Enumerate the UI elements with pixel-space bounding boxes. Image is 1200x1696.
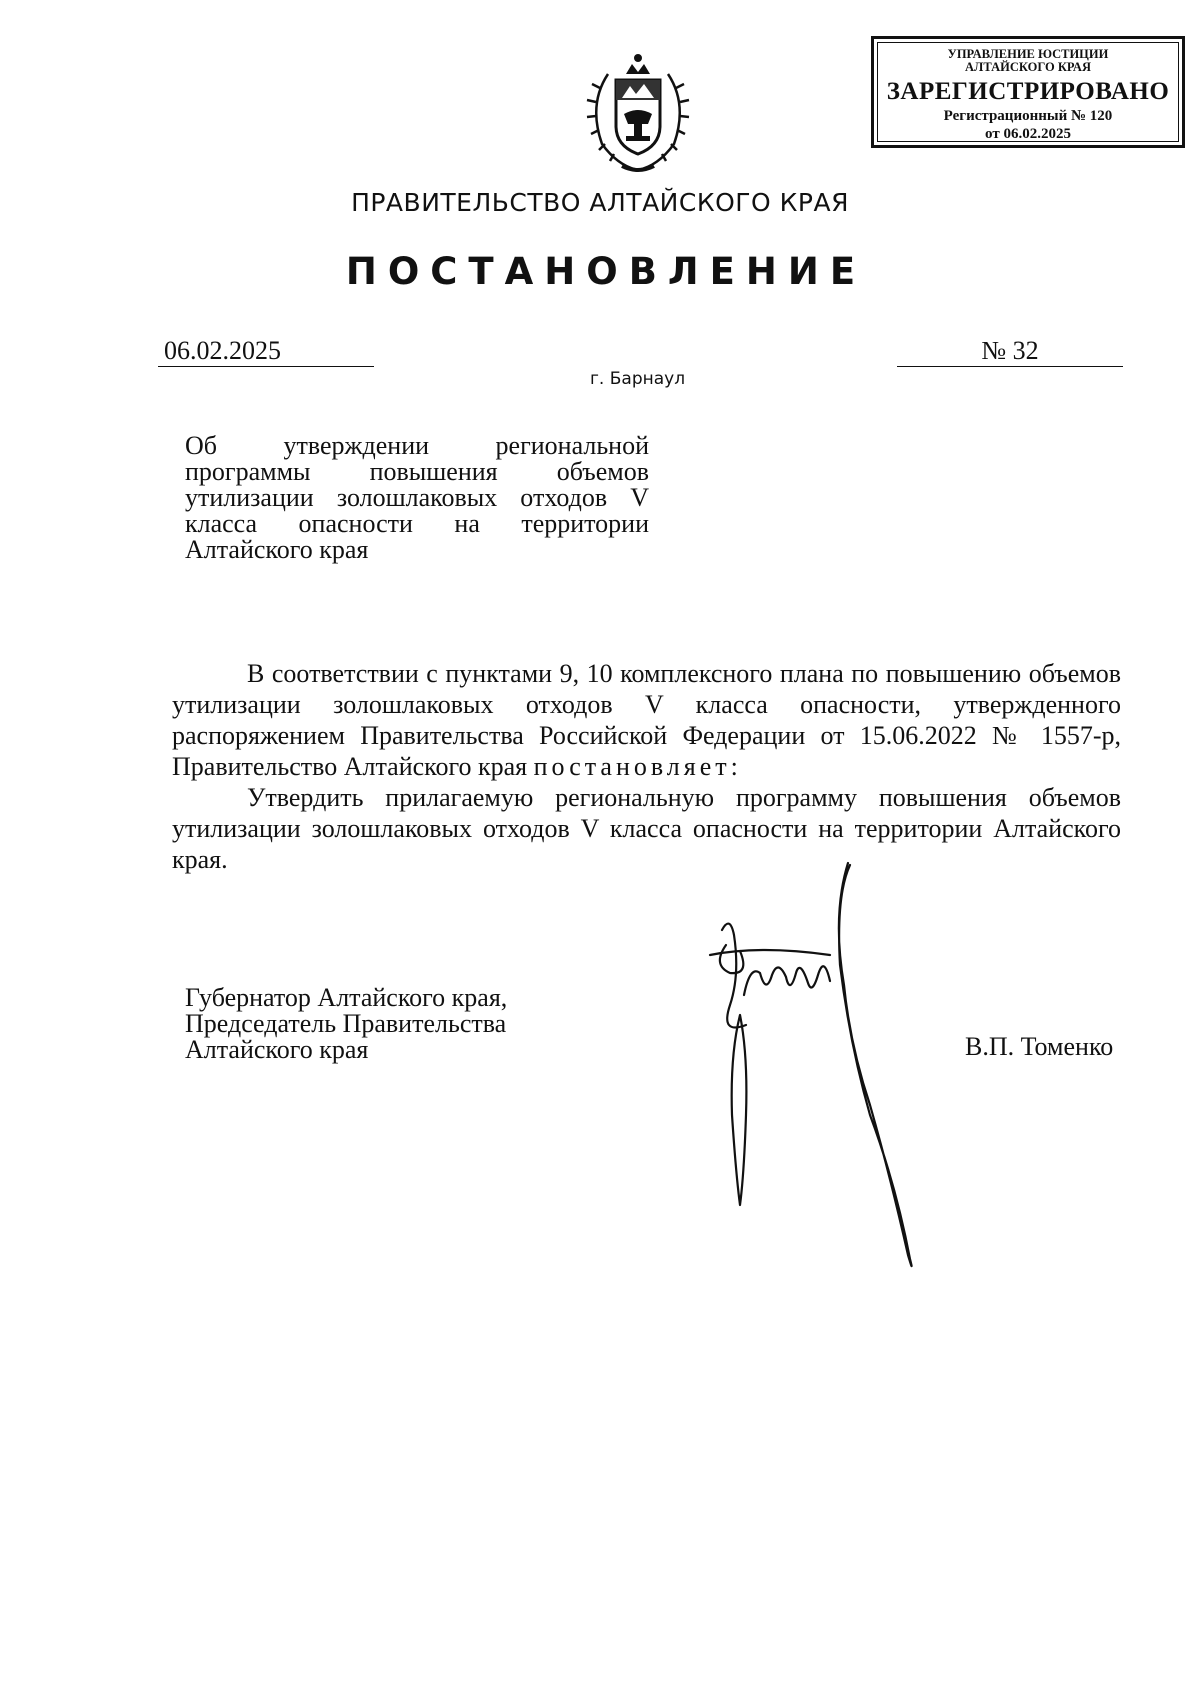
- signer-position-line1: Губернатор Алтайского края,: [185, 983, 508, 1012]
- document-subject: Об утверждении региональной программы повышения объемов утилизации золошлаковых отходов V класса опасности на территории Алтайского края: [185, 431, 649, 564]
- signer-position-line2: Председатель Правительства: [185, 1009, 507, 1038]
- signer-position-line3: Алтайского края: [185, 1035, 369, 1064]
- stamp-reg-number: Регистрационный № 120: [943, 108, 1113, 124]
- body-paragraph-1-text: В соответствии с пунктами 9, 10 комплексного плана по повышению объемов утилизации золошлаковых отходов V класса опасности, утвержденного распоряжением Правительства Российской Федерации от 15.06.2022 № 1557-р, Правительство Алтайского края: [172, 659, 1121, 781]
- document-body: [172, 658, 1121, 875]
- document-date: 06.02.2025: [158, 336, 374, 367]
- document-number: № 32: [897, 336, 1123, 367]
- handwritten-signature: [700, 855, 960, 1275]
- stamp-title: ЗАРЕГИСТРИРОВАНО: [886, 78, 1170, 105]
- document-city: г. Барнаул: [590, 369, 686, 389]
- coat-of-arms-icon: [578, 44, 698, 176]
- stamp-org-line1: УПРАВЛЕНИЕ ЮСТИЦИИ: [947, 47, 1109, 61]
- decree-verb: постановляет:: [533, 752, 742, 781]
- government-name: ПРАВИТЕЛЬСТВО АЛТАЙСКОГО КРАЯ: [351, 188, 849, 217]
- stamp-reg-date: от 06.02.2025: [985, 126, 1071, 142]
- stamp-org-line2: АЛТАЙСКОГО КРАЯ: [965, 60, 1091, 74]
- signee-name: В.П. Томенко: [965, 1032, 1114, 1061]
- registration-stamp: [871, 36, 1185, 148]
- document-type: ПОСТАНОВЛЕНИЕ: [345, 250, 867, 293]
- body-paragraph-2: Утвердить прилагаемую региональную программу повышения объемов утилизации золошлаковых отходов V класса опасности на территории Алтайского края.: [172, 783, 1121, 874]
- body-paragraph-1: [172, 658, 1121, 782]
- signer-position: [185, 985, 585, 1063]
